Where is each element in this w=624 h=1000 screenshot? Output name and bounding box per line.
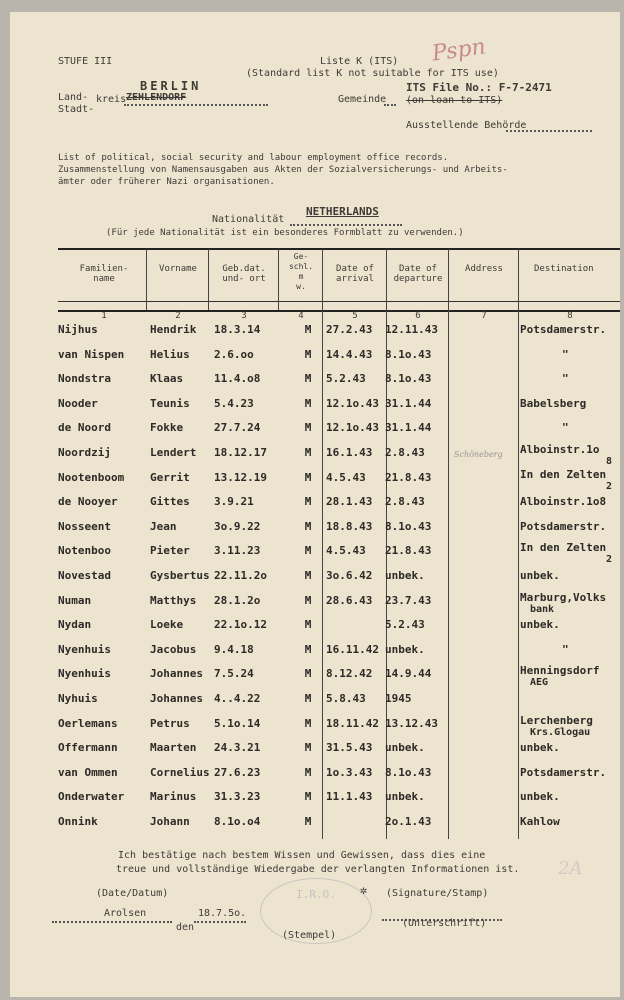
cell-arrival: 16.1.43: [326, 446, 373, 459]
cell-vorname: Jacobus: [150, 642, 197, 656]
cell-departure: 8.1o.43: [385, 765, 432, 779]
cell-familienname: Nosseent: [58, 519, 111, 533]
cell-vorname: Gittes: [150, 495, 190, 509]
cell-arrival: 28.1.43: [326, 495, 373, 509]
table-row: [10, 373, 620, 397]
cell-arrival: 5.8.43: [326, 692, 366, 705]
signature-label: (Signature/Stamp): [386, 888, 489, 899]
cell-destination: Potsdamerstr.: [520, 765, 607, 779]
kreis-label: kreis: [96, 94, 127, 105]
cell-geschlecht: M: [304, 323, 312, 336]
cell-departure: 8.1o.43: [385, 519, 432, 533]
cell-geburtsdatum: 3.11.23: [214, 544, 261, 558]
cell-arrival: 18.11.42: [326, 716, 379, 730]
cell-vorname: Gerrit: [150, 470, 190, 484]
cell-arrival: 31.5.43: [326, 741, 373, 755]
stempel-label: (Stempel): [282, 930, 337, 941]
cell-vorname: Pieter: [150, 544, 190, 558]
cell-geburtsdatum: 5.4.23: [214, 396, 254, 410]
cell-arrival: 4.5.43: [326, 470, 366, 484]
cell-arrival: 12.1o.43: [326, 421, 379, 435]
cell-vorname: Jean: [150, 519, 177, 533]
cell-destination-line2: AEG: [530, 677, 549, 689]
cell-departure: 31.1.44: [385, 396, 432, 410]
cell-geschlecht: M: [304, 815, 312, 828]
cell-familienname: Novestad: [58, 569, 111, 582]
header-date-departure: Date of departure: [393, 264, 443, 284]
table-row: [10, 467, 620, 496]
cell-familienname: Onnink: [58, 815, 98, 828]
cell-vorname: Loeke: [150, 618, 184, 632]
district-value: ZEHLENDORF: [126, 92, 187, 103]
cell-geschlecht: M: [304, 544, 312, 558]
col-number: 3: [241, 311, 247, 321]
cell-destination: ": [562, 347, 569, 361]
cell-familienname: Nyhuis: [58, 692, 98, 705]
table-row: [10, 590, 620, 619]
cell-departure: unbek.: [385, 569, 425, 582]
cell-destination: Potsdamerstr.: [520, 323, 607, 336]
cell-departure: 5.2.43: [385, 618, 425, 632]
cell-geschlecht: M: [304, 519, 312, 533]
cell-geburtsdatum: 11.4.o8: [214, 372, 261, 386]
cell-familienname: Nootenboom: [58, 470, 125, 484]
cell-vorname: Petrus: [150, 716, 190, 730]
list-title: Liste K (ITS): [320, 56, 399, 67]
behoerde-dotline: [506, 130, 592, 132]
cell-departure: 2.8.43: [385, 446, 425, 459]
col-number: 7: [481, 311, 487, 321]
its-file-number: ITS File No.: F-7-2471: [406, 81, 552, 94]
cell-arrival: 1o.3.43: [326, 765, 373, 779]
cell-familienname: Noordzij: [58, 446, 111, 459]
table-row: [10, 619, 620, 643]
cell-departure: unbek.: [385, 642, 425, 656]
header-date-arrival: Date of arrival: [336, 264, 374, 284]
confirm-line-1: Ich bestätige nach bestem Wissen und Gewissen, dass dies eine: [118, 850, 486, 861]
cell-geschlecht: M: [304, 741, 312, 755]
place-value: Arolsen: [104, 908, 147, 919]
col-divider: [278, 249, 279, 310]
intro-line-2: Zusammenstellung von Namensausgaben aus Akten der Sozialversicherungs- und Arbeits-: [58, 165, 508, 175]
cell-vorname: Teunis: [150, 396, 190, 410]
cell-geschlecht: M: [304, 495, 312, 509]
on-loan-note: (on loan to ITS): [406, 95, 503, 106]
cell-vorname: Johannes: [150, 692, 203, 705]
cell-familienname: Notenboo: [58, 544, 111, 558]
cell-geburtsdatum: 18.3.14: [214, 323, 261, 336]
district-dotline: [124, 104, 268, 106]
cell-destination-line2: 2: [606, 480, 613, 492]
cell-address-note: Schöneberg: [454, 450, 503, 459]
col-number: 5: [352, 311, 358, 321]
handwritten-mark: Pspn: [430, 34, 488, 67]
cell-destination: Lerchenberg: [520, 713, 593, 727]
cell-vorname: Helius: [150, 347, 190, 361]
cell-arrival: 8.12.42: [326, 667, 373, 681]
document-page: [10, 12, 620, 997]
cell-geburtsdatum: 24.3.21: [214, 741, 261, 755]
stufe-label: STUFE III: [58, 56, 113, 67]
cell-geburtsdatum: 7.5.24: [214, 667, 254, 681]
nationality-dotline: [290, 224, 402, 226]
margin-mark: 2A: [558, 858, 583, 879]
table-top-rule: [58, 248, 620, 250]
stadt-label: Stadt-: [58, 104, 95, 115]
cell-destination: unbek.: [520, 790, 560, 804]
cell-arrival: 4.5.43: [326, 544, 366, 558]
table-row: [10, 496, 620, 520]
cell-geburtsdatum: 28.1.2o: [214, 593, 261, 607]
cell-destination-line2: bank: [530, 603, 555, 615]
col-number: 1: [101, 311, 107, 321]
col-divider: [208, 249, 209, 310]
cell-departure: unbek.: [385, 790, 425, 804]
cell-departure: 8.1o.43: [385, 372, 432, 386]
cell-vorname: Hendrik: [150, 323, 197, 336]
gemeinde-label: Gemeinde: [338, 94, 387, 105]
cell-destination: Henningsdorf: [520, 664, 600, 678]
cell-departure: 12.11.43: [385, 323, 438, 336]
cell-destination: Kahlow: [520, 815, 560, 828]
cell-destination: In den Zelten: [520, 541, 607, 555]
cell-geschlecht: M: [304, 716, 312, 730]
cell-vorname: Marinus: [150, 790, 197, 804]
cell-familienname: Nijhus: [58, 323, 98, 336]
cell-geschlecht: M: [304, 642, 312, 656]
cell-geburtsdatum: 5.1o.14: [214, 716, 261, 730]
cell-geschlecht: M: [304, 470, 312, 484]
cell-vorname: Johann: [150, 815, 190, 828]
cell-familienname: van Ommen: [58, 765, 118, 779]
cell-destination: In den Zelten: [520, 467, 607, 481]
cell-vorname: Matthys: [150, 593, 197, 607]
cell-departure: 1945: [385, 692, 412, 705]
cell-geburtsdatum: 9.4.18: [214, 642, 254, 656]
cell-departure: 14.9.44: [385, 667, 432, 681]
date-label: (Date/Datum): [96, 888, 169, 899]
cell-destination: Alboinstr.1o8: [520, 495, 607, 509]
table-row: [10, 398, 620, 422]
header-vorname: Vorname: [159, 264, 197, 274]
cell-vorname: Fokke: [150, 421, 184, 435]
cell-arrival: 14.4.43: [326, 347, 373, 361]
cell-arrival: 12.1o.43: [326, 396, 379, 410]
table-row: [10, 767, 620, 791]
cell-familienname: de Nooyer: [58, 495, 118, 509]
cell-destination: Alboinstr.1o: [520, 443, 600, 456]
date-value: 18.7.5o.: [198, 908, 247, 919]
cell-arrival: 27.2.43: [326, 323, 373, 336]
cell-geschlecht: M: [304, 593, 312, 607]
cell-geburtsdatum: 31.3.23: [214, 790, 261, 804]
cell-familienname: Nyenhuis: [58, 642, 111, 656]
cell-arrival: 18.8.43: [326, 519, 373, 533]
cell-familienname: van Nispen: [58, 347, 125, 361]
table-row: [10, 713, 620, 742]
cell-geschlecht: M: [304, 569, 312, 582]
cell-destination: Potsdamerstr.: [520, 519, 607, 533]
behoerde-label: Ausstellende Behörde: [406, 120, 527, 131]
header-destination: Destination: [534, 264, 594, 274]
den-label: den: [176, 922, 195, 933]
list-subtitle: (Standard list K not suitable for ITS use): [246, 68, 499, 79]
cell-geschlecht: M: [304, 790, 312, 804]
cell-vorname: Maarten: [150, 741, 197, 755]
date-dotline: [194, 921, 246, 923]
cell-arrival: 11.1.43: [326, 790, 373, 804]
table-row: [10, 664, 620, 692]
table-header-rule: [58, 301, 620, 302]
cell-geschlecht: M: [304, 765, 312, 779]
col-number: 6: [415, 311, 421, 321]
cell-destination: Marburg,Volks: [520, 590, 607, 604]
cell-departure: 2o.1.43: [385, 815, 432, 828]
cell-geburtsdatum: 27.6.23: [214, 765, 261, 779]
col-number: 2: [175, 311, 181, 321]
cell-geschlecht: M: [304, 372, 312, 386]
col-number: 8: [567, 311, 573, 321]
cell-destination: ": [562, 372, 569, 386]
header-familienname: Familien- name: [79, 264, 129, 284]
cell-geburtsdatum: 13.12.19: [214, 470, 267, 484]
cell-familienname: Oerlemans: [58, 716, 118, 730]
cell-destination: unbek.: [520, 741, 560, 755]
cell-destination: ": [562, 421, 569, 435]
cell-vorname: Cornelius: [150, 765, 210, 779]
cell-departure: 31.1.44: [385, 421, 432, 435]
header-address: Address: [465, 264, 503, 274]
cell-vorname: Gysbertus: [150, 569, 210, 582]
cell-geburtsdatum: 22.1o.12: [214, 618, 267, 632]
cell-departure: 8.1o.43: [385, 347, 432, 361]
cell-geburtsdatum: 3o.9.22: [214, 519, 261, 533]
cell-geburtsdatum: 4..4.22: [214, 692, 261, 705]
cell-geburtsdatum: 22.11.2o: [214, 569, 267, 582]
cell-departure: 23.7.43: [385, 593, 432, 607]
cell-destination: unbek.: [520, 569, 560, 582]
cell-geschlecht: M: [304, 692, 312, 705]
cell-geburtsdatum: 8.1o.o4: [214, 815, 261, 828]
table-row: [10, 791, 620, 815]
stamp-text: I.R.O.: [296, 888, 336, 901]
cell-familienname: de Noord: [58, 421, 111, 435]
col-divider: [146, 249, 147, 310]
gemeinde-dotline: [384, 104, 396, 106]
cell-familienname: Onderwater: [58, 790, 125, 804]
header-geb-dat: Geb.dat. und- ort: [222, 264, 266, 284]
cell-geschlecht: M: [304, 667, 312, 681]
cell-departure: unbek.: [385, 741, 425, 755]
cell-destination-line2: Krs.Glogau: [530, 726, 591, 738]
cell-familienname: Offermann: [58, 741, 118, 755]
table-row: [10, 541, 620, 569]
table-row: [10, 816, 620, 840]
cell-familienname: Nydan: [58, 618, 92, 632]
cell-vorname: Johannes: [150, 667, 203, 681]
cell-familienname: Numan: [58, 593, 92, 607]
cell-familienname: Nondstra: [58, 372, 111, 386]
cell-destination: unbek.: [520, 618, 560, 632]
cell-arrival: 28.6.43: [326, 593, 373, 607]
table-row: [10, 349, 620, 373]
cell-geburtsdatum: 2.6.oo: [214, 347, 254, 361]
cell-vorname: Klaas: [150, 372, 184, 386]
cell-arrival: 5.2.43: [326, 372, 366, 386]
cell-departure: 21.8.43: [385, 544, 432, 558]
cell-geschlecht: M: [304, 421, 312, 435]
cell-geschlecht: M: [304, 446, 312, 459]
cell-familienname: Nooder: [58, 396, 98, 410]
cell-arrival: 16.11.42: [326, 642, 379, 656]
cell-destination: Babelsberg: [520, 396, 587, 410]
table-row: [10, 742, 620, 766]
cell-familienname: Nyenhuis: [58, 667, 111, 681]
land-label: Land-: [58, 92, 89, 103]
cell-geburtsdatum: 18.12.17: [214, 446, 267, 459]
cell-destination-line2: 2: [606, 554, 613, 566]
cell-geschlecht: M: [304, 618, 312, 632]
intro-line-1: List of political, social security and labour employment office records.: [58, 153, 449, 163]
col-number: 4: [298, 311, 304, 321]
cell-geburtsdatum: 27.7.24: [214, 421, 261, 435]
cell-geburtsdatum: 3.9.21: [214, 495, 254, 509]
cell-vorname: Lendert: [150, 446, 197, 459]
header-geschlecht: Ge- schl. m w.: [288, 252, 314, 291]
cell-departure: 13.12.43: [385, 716, 438, 730]
city-value: BERLIN: [140, 79, 202, 93]
nationality-value: NETHERLANDS: [306, 205, 379, 218]
cell-arrival: 3o.6.42: [326, 569, 373, 582]
cell-departure: 21.8.43: [385, 470, 432, 484]
table-row: [10, 324, 620, 348]
nationality-label: Nationalität: [212, 214, 285, 225]
cell-geschlecht: M: [304, 347, 312, 361]
cell-geschlecht: M: [304, 396, 312, 410]
place-dotline: [52, 921, 172, 923]
confirm-line-2: treue und vollständige Wiedergabe der verlangten Informationen ist.: [116, 864, 520, 875]
unterschrift-label: (Unterschrift): [402, 918, 487, 929]
cell-destination-line2: 8: [606, 456, 613, 467]
star-mark-icon: ✲: [360, 883, 368, 897]
intro-line-3: ämter oder früherer Nazi organisationen.: [58, 177, 275, 187]
nationality-note: (Für jede Nationalität ist ein besonderes Formblatt zu verwenden.): [106, 228, 464, 238]
cell-destination: ": [562, 642, 569, 656]
cell-departure: 2.8.43: [385, 495, 425, 509]
